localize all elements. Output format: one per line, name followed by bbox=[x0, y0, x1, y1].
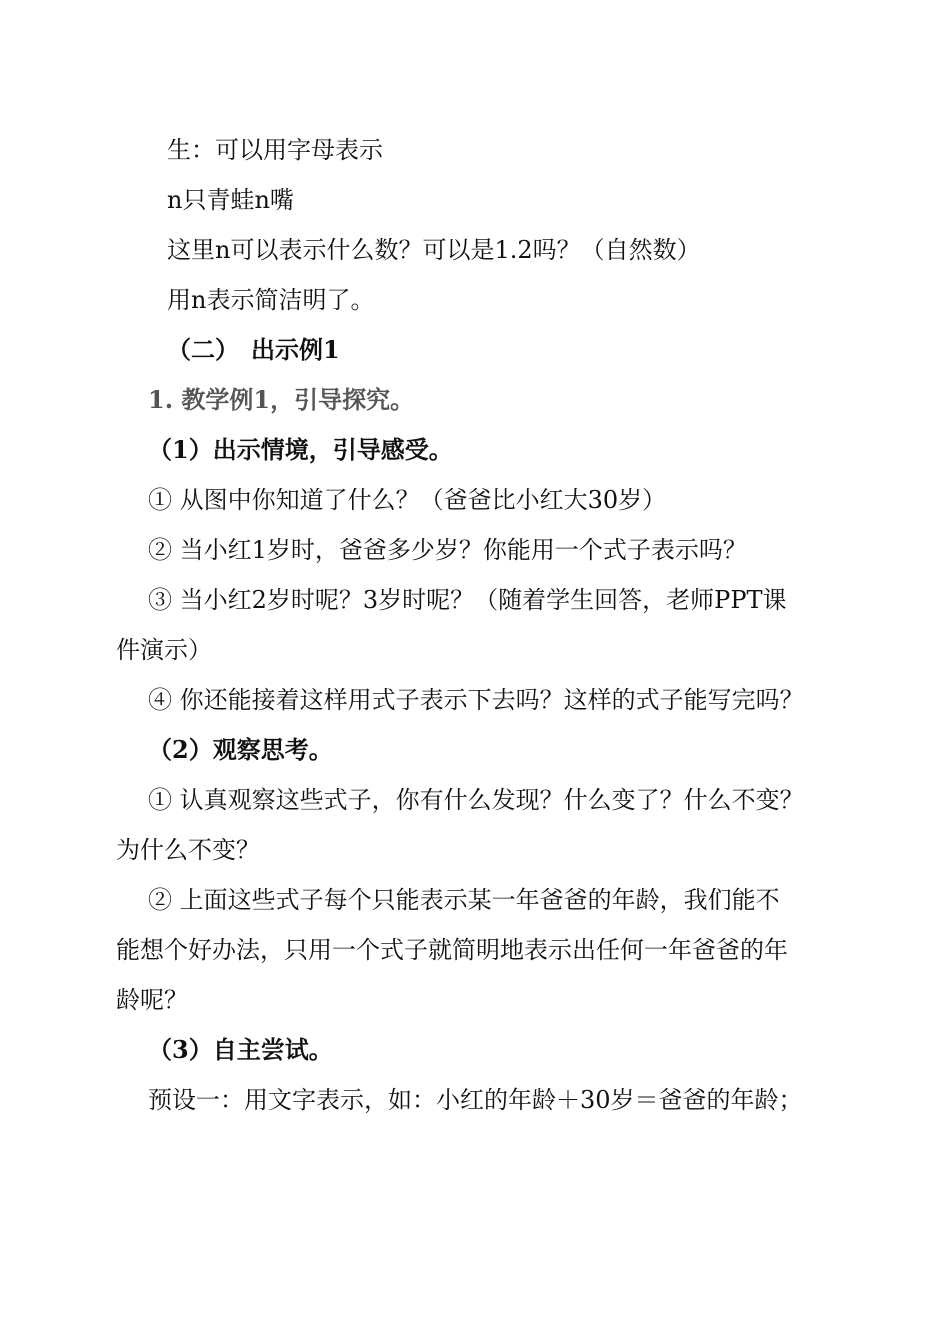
question-line: ④ 你还能接着这样用式子表示下去吗？这样的式子能写完吗？ bbox=[148, 686, 804, 714]
step-heading: （1）出示情境，引导感受。 bbox=[148, 435, 453, 464]
text-line: 这里n可以表示什么数？可以是1.2吗？（自然数） bbox=[167, 236, 701, 264]
question-line: ② 上面这些式子每个只能表示某一年爸爸的年龄，我们能不 bbox=[148, 886, 780, 914]
text-line: 预设一：用文字表示，如：小红的年龄＋30岁＝爸爸的年龄； bbox=[148, 1086, 803, 1114]
step-heading: （3）自主尝试。 bbox=[148, 1035, 333, 1064]
subsection-heading: 1. 教学例1，引导探究。 bbox=[148, 385, 415, 414]
question-line: ① 认真观察这些式子，你有什么发现？什么变了？什么不变？ bbox=[148, 786, 804, 814]
text-line: 用n表示简洁明了。 bbox=[167, 286, 375, 314]
question-line-continued: 为什么不变？ bbox=[116, 836, 260, 864]
question-line: ① 从图中你知道了什么？（爸爸比小红大30岁） bbox=[148, 486, 667, 514]
question-line: ③ 当小红2岁时呢？3岁时呢？（随着学生回答，老师PPT课 bbox=[148, 586, 787, 614]
question-line-continued: 能想个好办法，只用一个式子就简明地表示出任何一年爸爸的年 bbox=[116, 936, 788, 964]
question-line: ② 当小红1岁时，爸爸多少岁？你能用一个式子表示吗？ bbox=[148, 536, 747, 564]
question-line-continued: 龄呢？ bbox=[116, 986, 188, 1014]
text-line: 生：可以用字母表示 bbox=[167, 136, 383, 164]
section-heading: （二） 出示例1 bbox=[167, 335, 340, 364]
question-line-continued: 件演示） bbox=[116, 636, 212, 664]
text-line: n只青蛙n嘴 bbox=[167, 186, 294, 214]
step-heading: （2）观察思考。 bbox=[148, 735, 333, 764]
